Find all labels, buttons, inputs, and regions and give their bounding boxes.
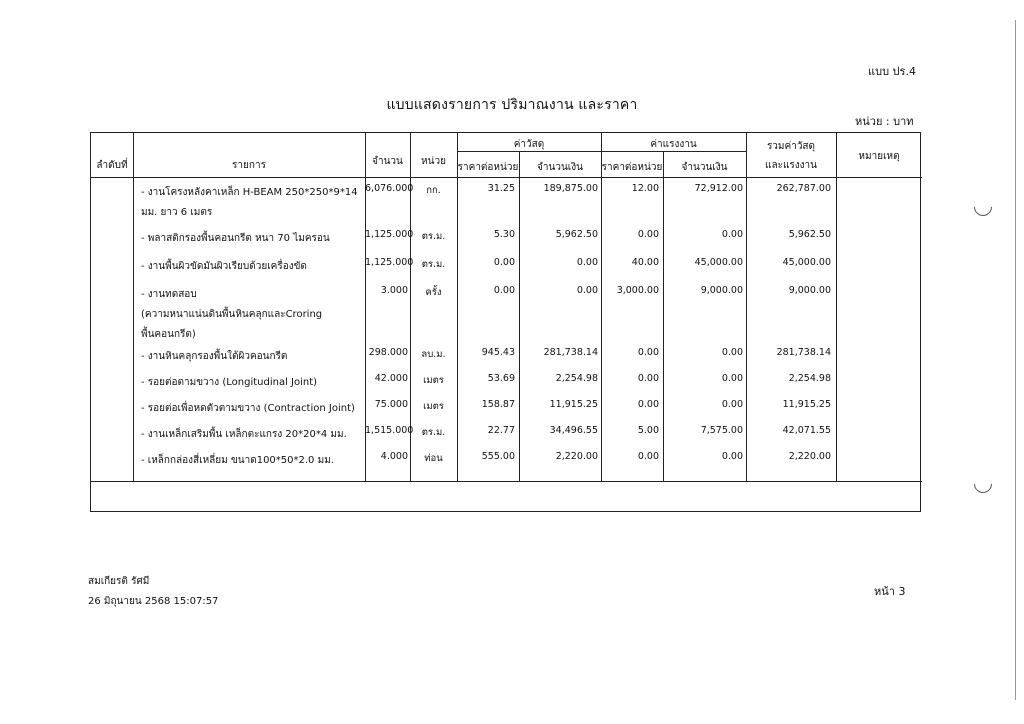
cell-lab-price: 0.00 <box>637 373 659 384</box>
header-remark: หมายเหตุ <box>858 151 900 162</box>
cell-qty: 75.000 <box>374 399 408 410</box>
cell-lab-price: 0.00 <box>637 451 659 462</box>
cell-lab-price: 0.00 <box>637 347 659 358</box>
cell-mat-price: 22.77 <box>487 425 515 436</box>
header-bottom-line <box>91 177 922 178</box>
cell-lab-amount: 0.00 <box>721 399 743 410</box>
cell-mat-amount: 189,875.00 <box>543 183 598 194</box>
cell-unit: ท่อน <box>424 453 443 464</box>
table-body-bottom-line <box>91 481 922 482</box>
cell-mat-amount: 2,220.00 <box>555 451 598 462</box>
header-qty: จำนวน <box>372 156 403 167</box>
item-description: - งานหินคลุกรองพื้นใต้ผิวคอนกรีต <box>141 351 288 362</box>
cell-mat-price: 31.25 <box>487 183 515 194</box>
cell-mat-amount: 11,915.25 <box>549 399 598 410</box>
punch-hole-mark <box>970 194 995 219</box>
cell-qty: 1,125.000 <box>365 257 414 268</box>
header-material-unit-price: ราคาต่อหน่วย <box>457 162 519 173</box>
form-code: แบบ ปร.4 <box>868 65 916 78</box>
cell-qty: 1,125.000 <box>365 229 414 240</box>
col-divider <box>836 133 837 481</box>
header-total-line2: และแรงงาน <box>765 160 817 171</box>
cell-unit: ครั้ง <box>425 287 442 298</box>
cell-mat-price: 5.30 <box>493 229 515 240</box>
header-labor-amount: จำนวนเงิน <box>681 162 728 173</box>
header-total-line1: รวมค่าวัสดุ <box>766 141 816 152</box>
page-number: หน้า 3 <box>874 585 906 598</box>
cell-total: 9,000.00 <box>788 285 831 296</box>
cell-total: 45,000.00 <box>782 257 831 268</box>
item-description: - พลาสติกรองพื้นคอนกรีต หนา 70 ไมครอน <box>141 233 330 244</box>
cell-mat-price: 0.00 <box>493 285 515 296</box>
scan-edge-line <box>1015 20 1016 700</box>
cell-total: 2,254.98 <box>788 373 831 384</box>
cell-total: 2,220.00 <box>788 451 831 462</box>
cell-unit: ตร.ม. <box>421 231 446 242</box>
cell-lab-amount: 72,912.00 <box>694 183 743 194</box>
item-description: - งานโครงหลังคาเหล็ก H-BEAM 250*250*9*14 <box>141 187 358 198</box>
item-description: มม. ยาว 6 เมตร <box>141 207 213 218</box>
cell-mat-amount: 281,738.14 <box>543 347 598 358</box>
cell-qty: 3.000 <box>380 285 408 296</box>
punch-hole-mark <box>970 471 995 496</box>
header-item: รายการ <box>232 160 266 171</box>
header-seq: ลำดับที่ <box>96 160 128 171</box>
cell-unit: กก. <box>426 185 441 196</box>
cell-qty: 6,076.000 <box>365 183 414 194</box>
cell-total: 11,915.25 <box>782 399 831 410</box>
cell-unit: ตร.ม. <box>421 259 446 270</box>
header-material: ค่าวัสดุ <box>513 139 545 150</box>
cell-unit: ลบ.ม. <box>421 349 446 360</box>
header-unit: หน่วย <box>421 156 446 167</box>
cell-mat-price: 945.43 <box>481 347 515 358</box>
cell-qty: 4.000 <box>380 451 408 462</box>
item-description: - งานพื้นผิวขัดมันผิวเรียบด้วยเครื่องขัด <box>141 261 307 272</box>
cell-lab-price: 3,000.00 <box>616 285 659 296</box>
cell-lab-amount: 0.00 <box>721 347 743 358</box>
cell-lab-amount: 0.00 <box>721 451 743 462</box>
quantity-price-table <box>90 132 921 512</box>
cell-mat-amount: 34,496.55 <box>549 425 598 436</box>
cell-lab-price: 0.00 <box>637 399 659 410</box>
item-description: - รอยต่อเพื่อหดตัวตามขวาง (Contraction Joint) <box>141 403 355 414</box>
cell-unit: เมตร <box>423 375 444 386</box>
cell-total: 42,071.55 <box>782 425 831 436</box>
header-material-amount: จำนวนเงิน <box>537 162 583 173</box>
cell-unit: ตร.ม. <box>421 427 446 438</box>
cell-qty: 298.000 <box>368 347 408 358</box>
cell-lab-price: 40.00 <box>631 257 659 268</box>
cell-mat-amount: 0.00 <box>576 285 598 296</box>
header-labor-unit-price: ราคาต่อหน่วย <box>601 162 663 173</box>
cell-total: 5,962.50 <box>788 229 831 240</box>
cell-qty: 42.000 <box>374 373 408 384</box>
unit-label: หน่วย : บาท <box>855 115 914 128</box>
cell-lab-price: 0.00 <box>637 229 659 240</box>
cell-total: 281,738.14 <box>776 347 831 358</box>
cell-lab-price: 5.00 <box>637 425 659 436</box>
item-description: - เหล็กกล่องสี่เหลี่ยม ขนาด100*50*2.0 มม. <box>141 455 334 466</box>
cell-mat-price: 555.00 <box>481 451 515 462</box>
signer-name: สมเกียรติ รัศมี <box>88 576 150 587</box>
print-datetime: 26 มิถุนายน 2568 15:07:57 <box>88 596 219 607</box>
cell-total: 262,787.00 <box>776 183 831 194</box>
cell-qty: 1,515.000 <box>365 425 414 436</box>
page-title: แบบแสดงรายการ ปริมาณงาน และราคา <box>386 97 638 113</box>
cell-lab-amount: 0.00 <box>721 229 743 240</box>
item-description: พื้นคอนกรีต) <box>141 329 196 340</box>
cell-lab-price: 12.00 <box>631 183 659 194</box>
item-description: - งานทดสอบ <box>141 289 197 300</box>
cell-mat-price: 0.00 <box>493 257 515 268</box>
header-labor: ค่าแรงงาน <box>650 139 697 150</box>
cell-lab-amount: 45,000.00 <box>694 257 743 268</box>
col-divider <box>133 133 134 481</box>
item-description: - รอยต่อตามขวาง (Longitudinal Joint) <box>141 377 318 388</box>
cell-mat-price: 53.69 <box>487 373 515 384</box>
cell-lab-amount: 7,575.00 <box>700 425 743 436</box>
item-description: - งานเหล็กเสริมพื้น เหล็กตะแกรง 20*20*4 มม. <box>141 429 347 440</box>
cell-mat-amount: 2,254.98 <box>555 373 598 384</box>
cell-mat-amount: 0.00 <box>576 257 598 268</box>
cell-mat-amount: 5,962.50 <box>555 229 598 240</box>
cell-lab-amount: 9,000.00 <box>700 285 743 296</box>
cell-mat-price: 158.87 <box>481 399 515 410</box>
item-description: (ความหนาแน่นดินพื้นหินคลุกและCroring <box>141 309 323 320</box>
cell-lab-amount: 0.00 <box>721 373 743 384</box>
cell-unit: เมตร <box>423 401 444 412</box>
